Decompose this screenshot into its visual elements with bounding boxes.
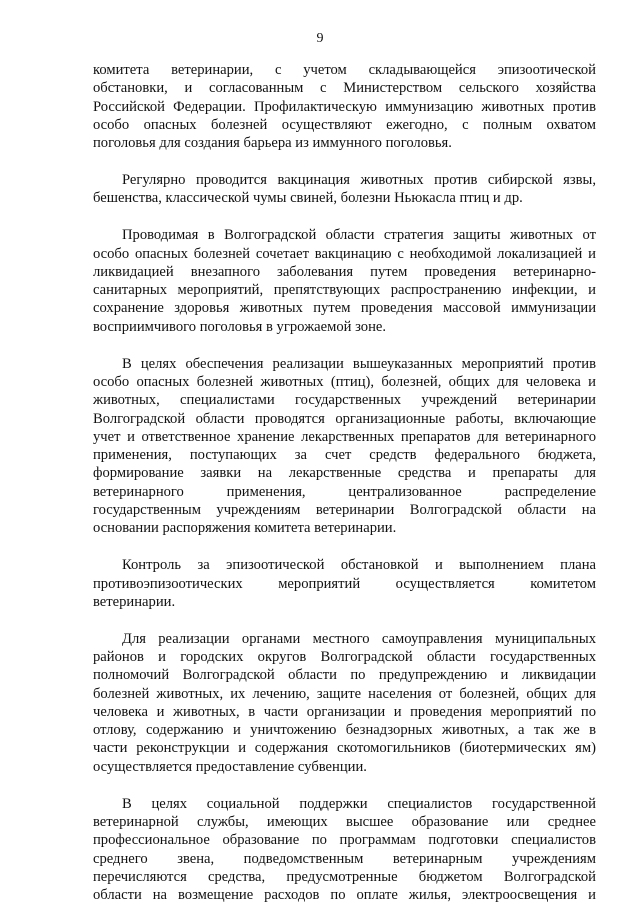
- text-line: особо опасных болезней животных (птиц), болезней, общих для человека и: [93, 373, 596, 390]
- text-line: основании распоряжения комитета ветеринарии.: [93, 520, 397, 537]
- text-line: применения, поступающих за счет средств федерального бюджета,: [93, 447, 596, 464]
- paragraph-7: [93, 795, 596, 905]
- text-line: районов и городских округов Волгоградской области государственных: [93, 648, 596, 665]
- text-line: сохранение здоровья животных путем проведения массовой иммунизации: [93, 300, 596, 317]
- text-line: Регулярно проводится вакцинация животных против сибирской язвы,: [122, 172, 596, 189]
- text-line: части реконструкции и содержания скотомогильников (биотермических ям): [93, 740, 596, 757]
- text-line: среднего звена, подведомственным ветеринарным учреждениям: [93, 850, 596, 867]
- text-line: особо опасных болезней осуществляют ежегодно, с полным охватом: [93, 116, 596, 133]
- text-line: полномочий Волгоградской области по предупреждению и ликвидации: [93, 667, 596, 684]
- text-line: перечисляются средства, предусмотренные бюджетом Волгоградской: [93, 868, 596, 885]
- text-line: осуществляется предоставление субвенции.: [93, 758, 367, 775]
- paragraph-4: [93, 355, 596, 538]
- text-line: ветеринарии.: [93, 593, 176, 610]
- text-line: учет и ответственное хранение лекарственных препаратов для ветеринарного: [93, 428, 596, 445]
- text-line: ликвидацией внезапного заболевания путем проведения ветеринарно-: [93, 263, 596, 280]
- text-line: животных, специалистами государственных учреждений ветеринарии: [93, 392, 596, 409]
- text-line: области на возмещение расходов по оплате жилья, электроосвещения и: [93, 887, 596, 904]
- text-line: бешенства, классической чумы свиней, болезни Ньюкасла птиц и др.: [93, 190, 523, 207]
- text-line: противоэпизоотических мероприятий осуществляется комитетом: [93, 575, 596, 592]
- text-line: Контроль за эпизоотической обстановкой и выполнением плана: [122, 557, 596, 574]
- text-line: восприимчивого поголовья в угрожаемой зоне.: [93, 318, 387, 335]
- text-line: Российской Федерации. Профилактическую иммунизацию животных против: [93, 98, 596, 115]
- text-line: отлову, содержанию и уничтожению безнадзорных животных, а так же в: [93, 722, 596, 739]
- text-line: Волгоградской области проводятся организационные работы, включающие: [93, 410, 596, 427]
- text-line: Проводимая в Волгоградской области стратегия защиты животных от: [122, 227, 596, 244]
- page-number: 9: [316, 31, 324, 46]
- text-line: поголовья для создания барьера из иммунного поголовья.: [93, 135, 452, 152]
- text-line: комитета ветеринарии, с учетом складывающейся эпизоотической: [93, 62, 596, 78]
- paragraph-1: [93, 61, 596, 152]
- text-line: человека и животных, в части организации и проведения мероприятий по: [93, 703, 596, 720]
- text-line: болезней животных, их лечению, защите населения от болезней, общих для: [93, 685, 596, 702]
- text-line: обстановки, и согласованным с Министерством сельского хозяйства: [93, 80, 596, 97]
- document-body: [93, 61, 596, 904]
- text-line: профессиональное образование по программам подготовки специалистов: [93, 832, 596, 849]
- paragraph-6: [93, 630, 596, 776]
- paragraph-5: [93, 556, 596, 611]
- text-line: Для реализации органами местного самоуправления муниципальных: [122, 630, 596, 647]
- text-line: В целях обеспечения реализации вышеуказанных мероприятий против: [122, 355, 596, 372]
- text-line: ветеринарной службы, имеющих высшее образование или среднее: [93, 813, 596, 830]
- paragraph-2: [93, 171, 596, 208]
- text-line: особо опасных болезней сочетает вакцинацию с необходимой локализацией и: [93, 245, 596, 262]
- text-line: ветеринарного применения, централизованное распределение: [93, 483, 596, 500]
- paragraph-3: [93, 226, 596, 336]
- text-line: формирование заявки на лекарственные средства и препараты для: [93, 465, 596, 482]
- text-line: государственным учреждениям ветеринарии Волгоградской области на: [93, 502, 596, 519]
- text-line: В целях социальной поддержки специалистов государственной: [122, 795, 596, 812]
- text-line: санитарных мероприятий, препятствующих распространению инфекции, и: [93, 282, 596, 299]
